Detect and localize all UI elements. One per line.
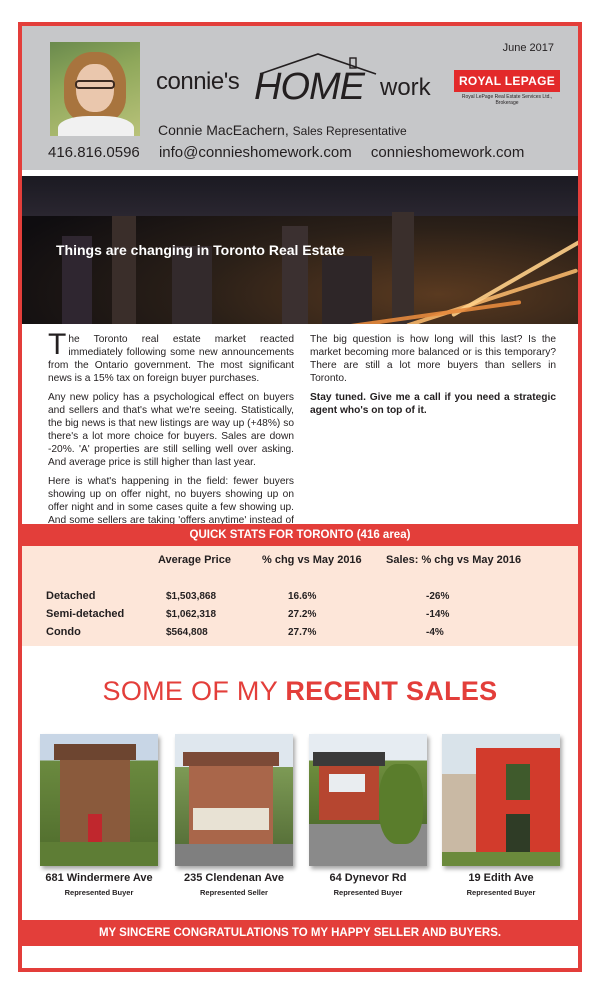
email-link[interactable]: info@connieshomework.com: [158, 144, 352, 161]
semi-detached-sales-change: -14%: [426, 609, 450, 620]
stats-table: [22, 546, 578, 646]
condo-sales-change: -4%: [426, 627, 444, 638]
recent-sales-title-part1: SOME OF MY: [102, 676, 278, 706]
sale-address: 64 Dynevor Rd: [329, 872, 407, 884]
sale-address: 235 Clendenan Ave: [183, 872, 285, 884]
condo-price-change: 27.7%: [288, 627, 317, 638]
recent-sales-title-part2: RECENT SALES: [285, 676, 498, 706]
sale-note: Represented Buyer: [466, 888, 536, 897]
call-to-action: Stay tuned. Give me a call if you need a strategic agent who's on top of it.: [310, 392, 556, 417]
contact-line: [48, 144, 568, 161]
hero-caption: Things are changing in Toronto Real Estate: [56, 242, 345, 258]
brand-work: work: [380, 74, 431, 101]
house-photo: [175, 734, 293, 866]
semi-detached-price: $1,062,318: [166, 609, 217, 620]
detached-price-change: 16.6%: [288, 591, 317, 602]
newsletter-page: [18, 22, 582, 972]
article-paragraph: Here is what's happening in the field: fewer buyers showing up on offer night, no buyers showing up on offer night and in some cases quite a few showing up. And some sellers are taking 'offers anytime' instead of: [48, 476, 294, 525]
sale-card[interactable]: [442, 734, 560, 897]
header: [22, 26, 578, 170]
agent-byline: [158, 122, 407, 138]
article-paragraph: The big question is how long will this last? Is the market becoming more balanced or is this temporary? There are still a lot more buyers than sellers in Toronto.: [310, 334, 556, 384]
sale-card[interactable]: [175, 734, 293, 897]
sale-note: Represented Buyer: [64, 888, 134, 897]
semi-detached-price-change: 27.2%: [288, 609, 317, 620]
row-label-semi-detached: Semi-detached: [46, 608, 125, 620]
brand-logo: [156, 52, 446, 112]
website-link[interactable]: connieshomework.com: [370, 144, 525, 161]
stats-heading: QUICK STATS FOR TORONTO (416 area): [22, 524, 578, 546]
brokerage-name: ROYAL LEPAGE: [454, 70, 560, 92]
sale-address: 681 Windermere Ave: [45, 872, 153, 884]
hero-city-image: [22, 176, 578, 324]
sale-card[interactable]: [309, 734, 427, 897]
row-label-condo: Condo: [46, 626, 81, 638]
phone-number[interactable]: 416.816.0596: [48, 144, 140, 161]
brokerage-subtitle: Royal LePage Real Estate Services Ltd., Brokerage: [461, 94, 553, 106]
condo-price: $564,808: [166, 627, 208, 638]
drop-cap: T: [48, 328, 67, 361]
column-header-price-change: % chg vs May 2016: [262, 554, 362, 566]
brand-connies: connie's: [156, 68, 240, 95]
sale-address: 19 Edith Ave: [468, 872, 534, 884]
sale-note: Represented Seller: [200, 888, 268, 897]
house-photo: [442, 734, 560, 866]
article-paragraph: Any new policy has a psychological effect on buyers and sellers and that's what we're seeing. Statistically, the big news is that new listings are way up (+48%) so there's a lot more choice for buyers. Sales are down -20%. 'A' properties are still selling well over asking. And average price is still higher than last year.: [48, 392, 294, 468]
recent-sales-title: [22, 676, 578, 707]
agent-photo: [50, 42, 140, 136]
article-paragraph: The Toronto real estate market reacted immediately following some new announcements from the Ontario government. The most significant news is a 15% tax on foreign buyer purchases.: [48, 328, 294, 384]
house-photo: [309, 734, 427, 866]
row-label-detached: Detached: [46, 590, 96, 602]
sale-note: Represented Buyer: [333, 888, 403, 897]
article-column-right: [310, 334, 556, 425]
detached-price: $1,503,868: [166, 591, 217, 602]
column-header-average-price: Average Price: [158, 554, 231, 566]
brokerage-logo: [454, 70, 560, 106]
agent-name: Connie MacEachern,: [158, 122, 289, 138]
issue-date: June 2017: [502, 42, 554, 54]
footer-banner: MY SINCERE CONGRATULATIONS TO MY HAPPY SELLER AND BUYERS.: [22, 920, 578, 946]
detached-sales-change: -26%: [426, 591, 450, 602]
column-header-sales-change: Sales: % chg vs May 2016: [386, 554, 522, 566]
article-column-left: [48, 328, 294, 531]
brand-home: HOME: [254, 66, 364, 108]
agent-title: Sales Representative: [292, 124, 407, 138]
house-photo: [40, 734, 158, 866]
sale-card[interactable]: [40, 734, 158, 897]
